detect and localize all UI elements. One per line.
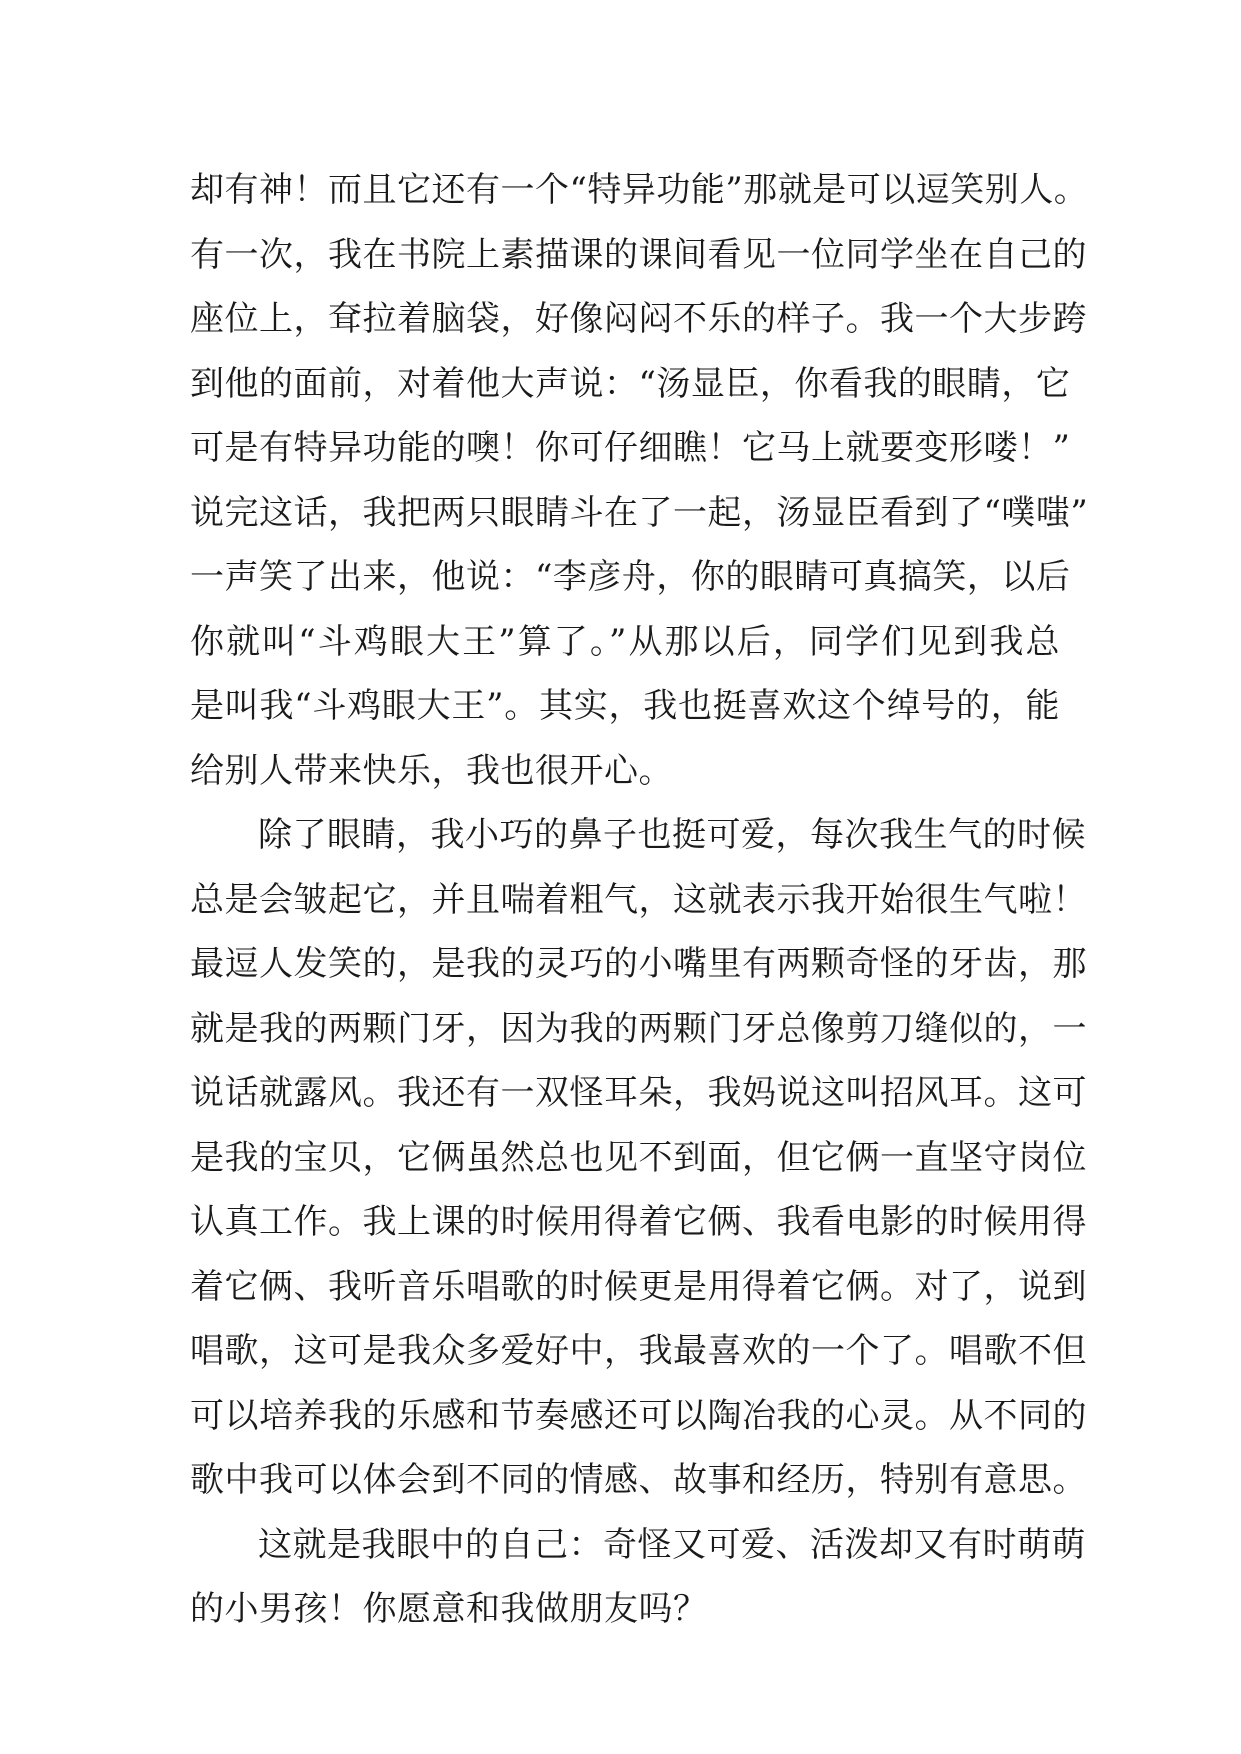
body-text: [190, 158, 1089, 1642]
text-line: 认真工作。我上课的时候用得着它俩、我看电影的时候用得: [190, 1202, 1087, 1242]
text-line: 你就叫“斗鸡眼大王”算了。”从那以后，同学们见到我总: [190, 621, 1060, 662]
text-line: 这就是我眼中的自己：奇怪又可爱、活泼却又有时萌萌: [258, 1524, 1086, 1565]
text-line: 一声笑了出来，他说：“李彦舟，你的眼睛可真搞笑，以后: [190, 557, 1071, 597]
text-line: 座位上，耷拉着脑袋，好像闷闷不乐的样子。我一个大步跨: [190, 299, 1087, 339]
text-line: 就是我的两颗门牙，因为我的两颗门牙总像剪刀缝似的，一: [190, 1008, 1087, 1049]
text-line: 是我的宝贝，它俩虽然总也见不到面，但它俩一直坚守岗位: [190, 1137, 1087, 1178]
text-line: 给别人带来快乐，我也很开心。: [190, 750, 673, 791]
text-line: 有一次，我在书院上素描课的课间看见一位同学坐在自己的: [190, 234, 1087, 275]
text-line: 是叫我“斗鸡眼大王”。其实，我也挺喜欢这个绰号的，能: [190, 686, 1060, 726]
text-line: 着它俩、我听音乐唱歌的时候更是用得着它俩。对了，说到: [190, 1266, 1087, 1307]
text-line: 唱歌，这可是我众多爱好中，我最喜欢的一个了。唱歌不但: [190, 1331, 1087, 1371]
text-line: 说话就露风。我还有一双怪耳朵，我妈说这叫招风耳。这可: [190, 1073, 1087, 1113]
text-line: 的小男孩！你愿意和我做朋友吗？: [190, 1589, 708, 1629]
text-line: 歌中我可以体会到不同的情感、故事和经历，特别有意思。: [190, 1460, 1087, 1500]
text-line: 却有神！而且它还有一个“特异功能”那就是可以逗笑别人。: [190, 170, 1089, 210]
text-line: 总是会皱起它，并且喘着粗气，这就表示我开始很生气啦！: [190, 879, 1087, 920]
text-line: 除了眼睛，我小巧的鼻子也挺可爱，每次我生气的时候: [258, 815, 1086, 855]
text-line: 说完这话，我把两只眼睛斗在了一起，汤显臣看到了“噗嗤”: [190, 492, 1089, 533]
text-line: 可以培养我的乐感和节奏感还可以陶冶我的心灵。从不同的: [190, 1395, 1087, 1436]
text-line: 最逗人发笑的，是我的灵巧的小嘴里有两颗奇怪的牙齿，那: [190, 944, 1087, 984]
text-line: 可是有特异功能的噢！你可仔细瞧！它马上就要变形喽！”: [190, 428, 1071, 468]
text-line: 到他的面前，对着他大声说：“汤显臣，你看我的眼睛，它: [190, 363, 1071, 404]
